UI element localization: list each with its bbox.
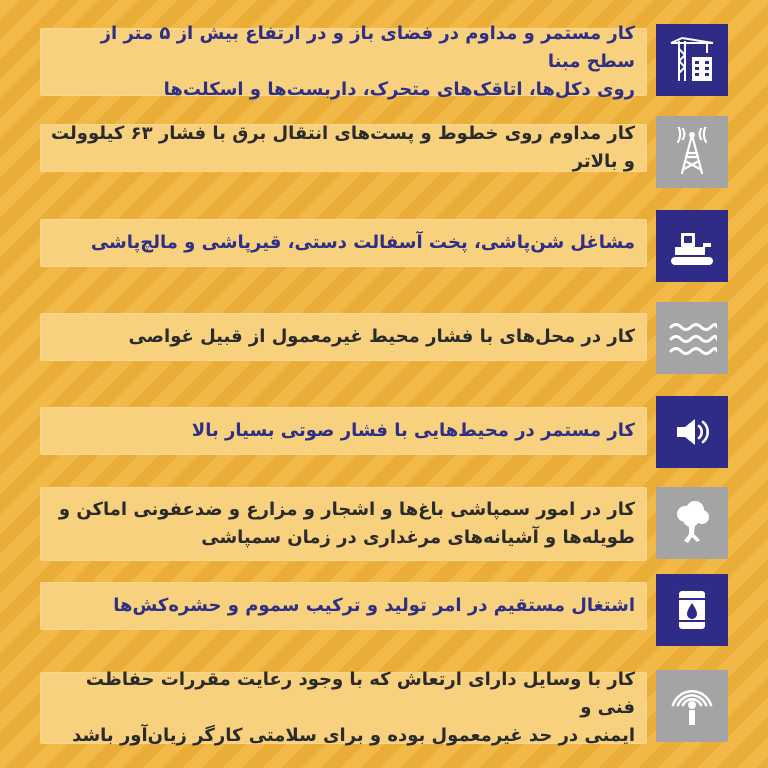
- item-text-strip: [40, 219, 647, 267]
- item-text: کار مستمر در محیط‌هایی با فشار صوتی بسیار بالا: [191, 420, 635, 441]
- item-text: کار با وسایل دارای ارتعاش که با وجود رعایت مقررات حفاظت فنی و ایمنی در حد غیرمعمول بوده و برای سلامتی کارگر زیان‌آور باشد: [72, 669, 635, 746]
- item-text: کار در امور سمپاشی باغ‌ها و اشجار و مزارع و ضدعفونی اماکن و طویله‌ها و آشیانه‌های مرغداری در زمان سمپاشی: [58, 499, 635, 548]
- item-text-strip: [40, 124, 647, 172]
- speaker-icon: [667, 407, 717, 457]
- item-text-strip: [40, 407, 647, 455]
- item-icon-tile: [656, 574, 728, 646]
- item-text-strip: [40, 23, 647, 100]
- item-icon-tile: [656, 210, 728, 282]
- item-icon-tile: [656, 396, 728, 468]
- item-text-strip: [40, 582, 647, 630]
- item-text-strip: [40, 669, 647, 746]
- item-text: اشتغال مستقیم در امر تولید و ترکیب سموم و حشره‌کش‌ها: [113, 595, 635, 616]
- item-icon-tile: [656, 302, 728, 374]
- road-roller-icon: [667, 221, 717, 271]
- item-text: مشاغل شن‌پاشی، پخت آسفالت دستی، قیرپاشی و مالچ‌پاشی: [90, 232, 635, 253]
- tower-crane-icon: [667, 35, 717, 85]
- transmission-tower-icon: [667, 127, 717, 177]
- chemical-barrel-icon: [667, 585, 717, 635]
- item-text: کار مداوم روی خطوط و پست‌های انتقال برق با فشار ۶۳ کیلوولت و بالاتر: [50, 123, 635, 172]
- item-text: کار مستمر و مداوم در فضای باز و در ارتفاع بیش از ۵ متر از سطح مبنا روی دکل‌ها، اتاقک‌های متحرک، داربست‌ها و اسکلت‌ها: [100, 23, 635, 100]
- item-text: کار در محل‌های با فشار محیط غیرمعمول از قبیل غواصی: [128, 326, 635, 347]
- water-waves-icon: [667, 313, 717, 363]
- item-text-strip: [40, 487, 647, 561]
- vibration-icon: [667, 681, 717, 731]
- item-icon-tile: [656, 116, 728, 188]
- item-icon-tile: [656, 670, 728, 742]
- item-icon-tile: [656, 487, 728, 559]
- sprayed-tree-icon: [667, 498, 717, 548]
- item-text-strip: [40, 313, 647, 361]
- item-icon-tile: [656, 24, 728, 96]
